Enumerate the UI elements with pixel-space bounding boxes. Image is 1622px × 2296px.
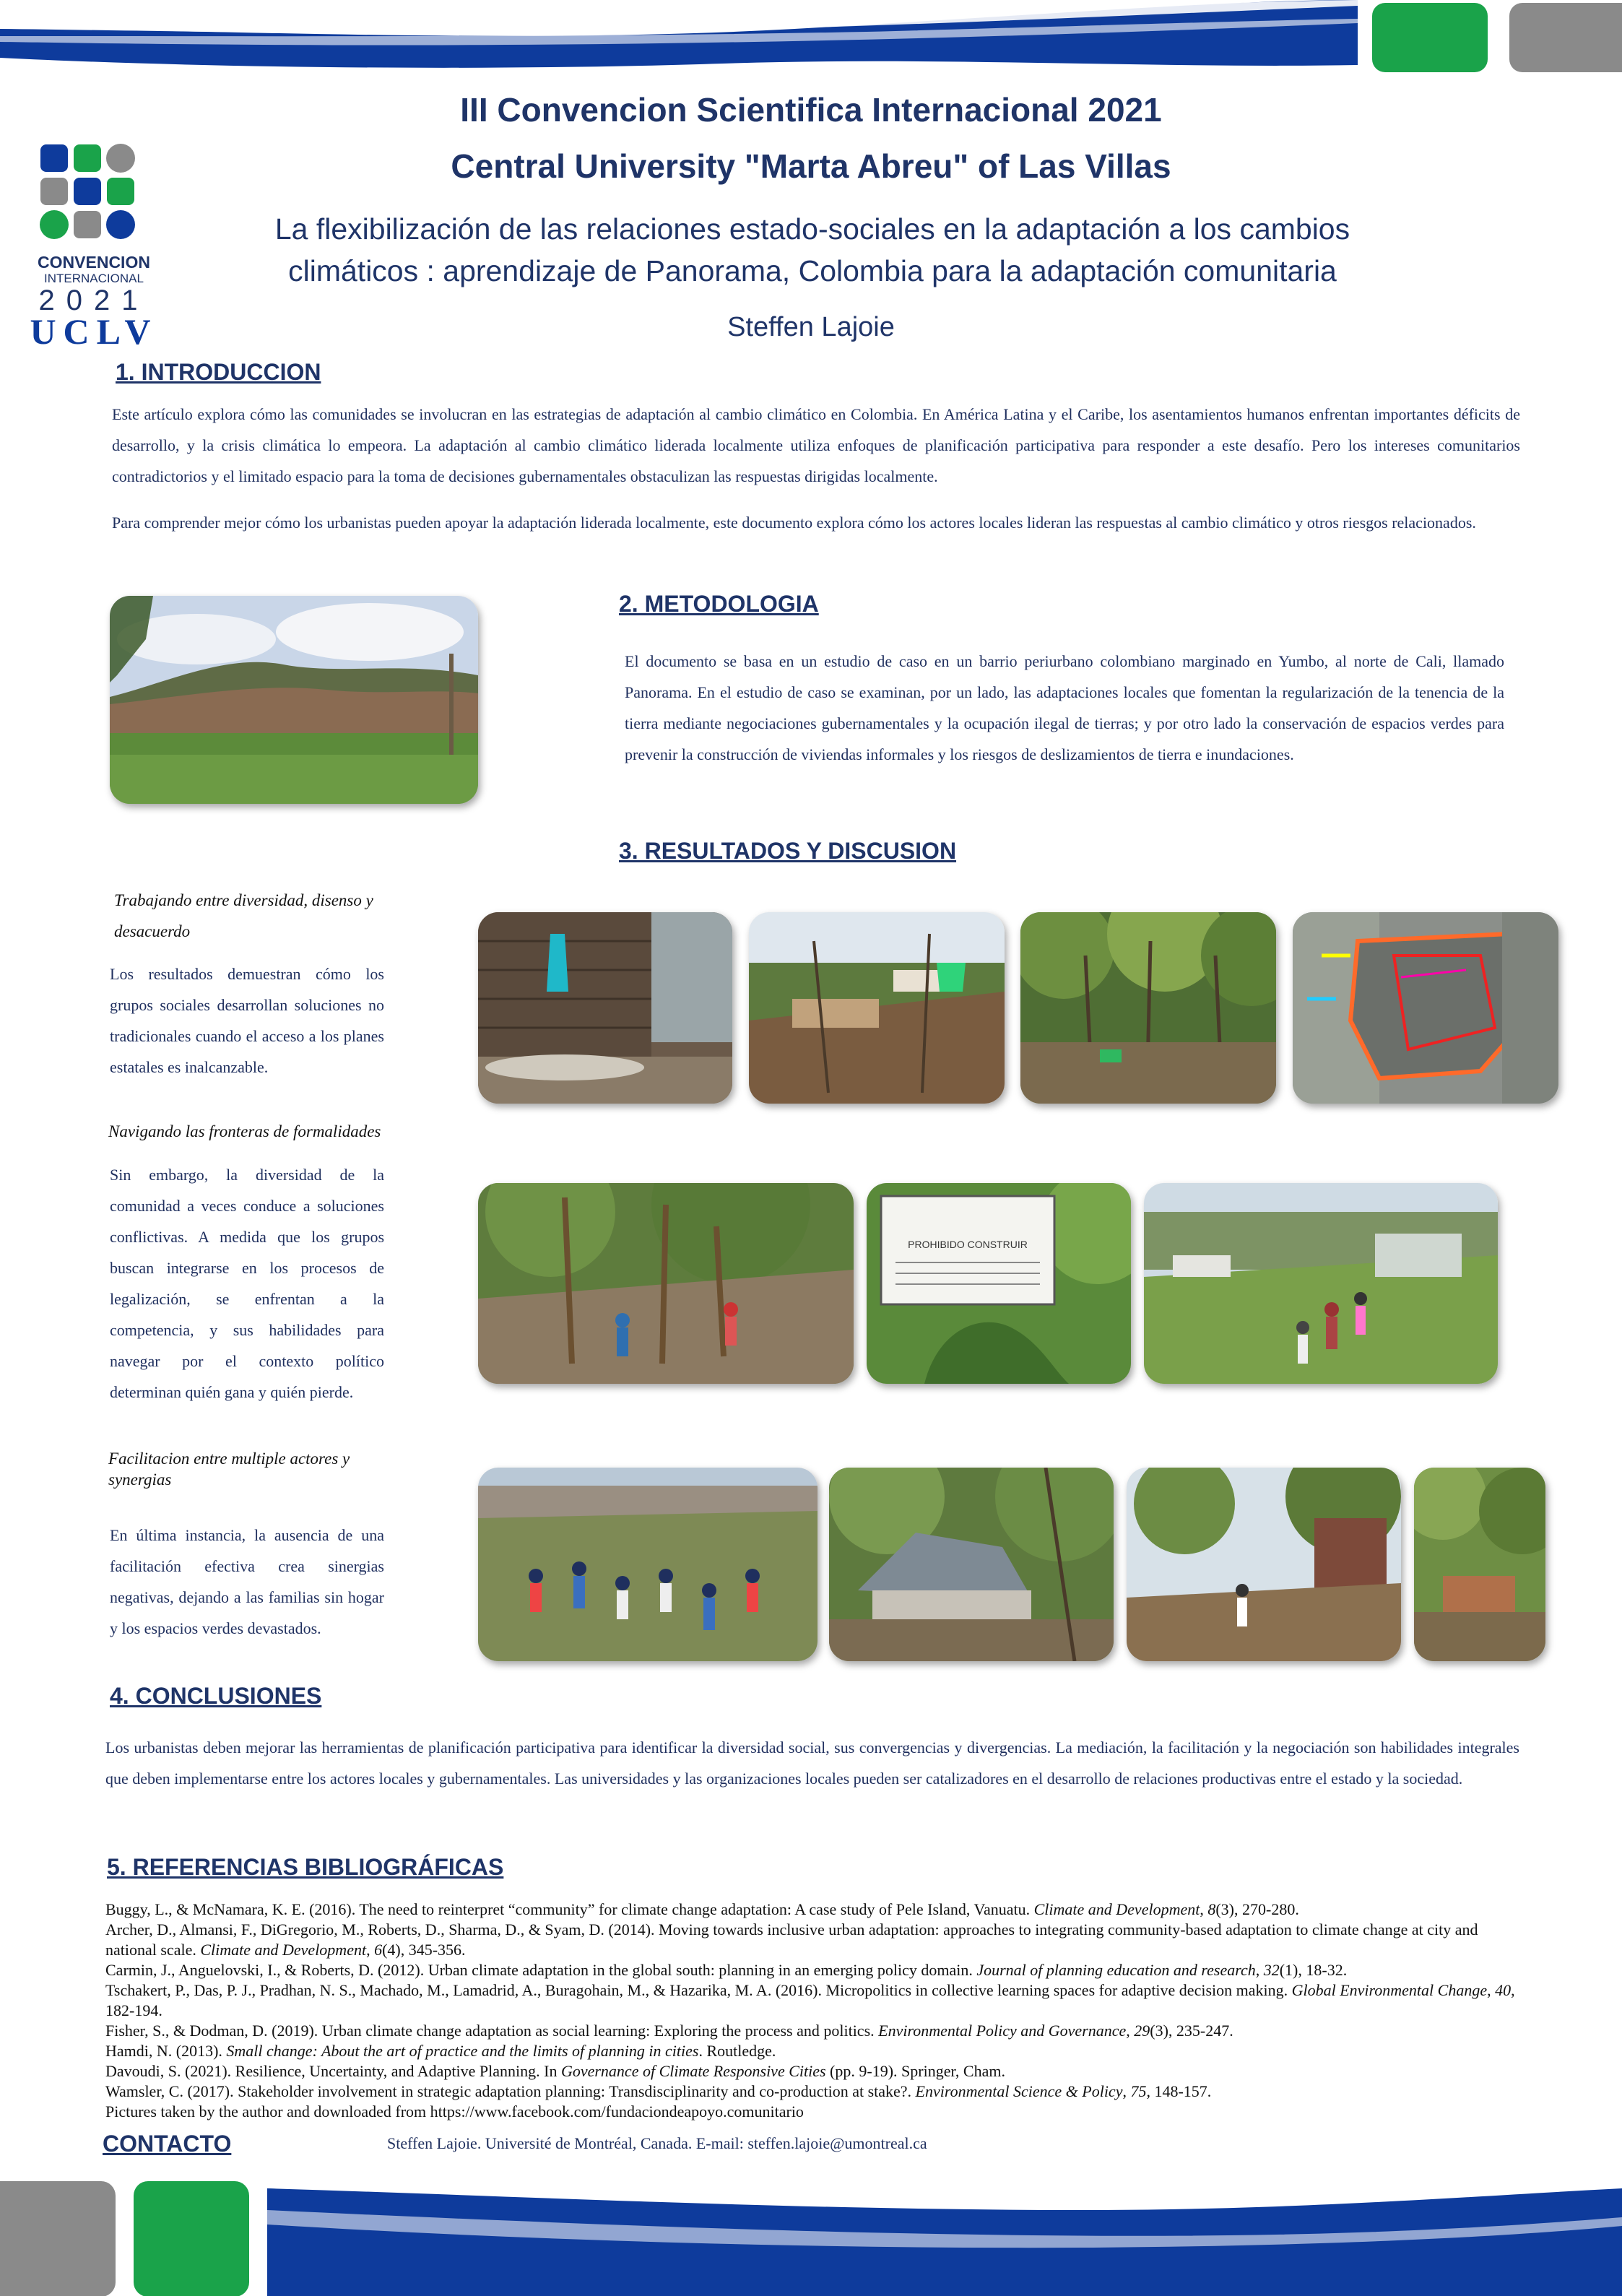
contact-text: Steffen Lajoie. Université de Montréal, Canada. E-mail: steffen.lajoie@umontreal.ca: [387, 2134, 927, 2152]
reference-item: Fisher, S., & Dodman, D. (2019). Urban climate change adaptation as social learning: Exploring the process and politics. Environmental Policy and Governance, 29(3), 235-247.: [105, 2022, 1233, 2040]
group-on-slope-photo: [478, 1468, 817, 1661]
panorama-landscape-photo: [110, 596, 478, 804]
references-heading: 5. REFERENCIAS BIBLIOGRÁFICAS: [107, 1854, 504, 1880]
results-subheading-3: Facilitacion entre multiple actores y synergias: [108, 1450, 350, 1489]
logo-line2: INTERNACIONAL: [44, 272, 144, 285]
wooden-house-photo: [478, 912, 732, 1104]
paper-title: La flexibilización de las relaciones estado-sociales en la adaptación a los cambios climáticos : aprendizaje de Panorama, Colombia para la adaptación comunitaria: [274, 212, 1350, 287]
header-decoration: [0, 0, 1622, 94]
intro-paragraph-1: Este artículo explora cómo las comunidades se involucran en las estrategias de adaptación al cambio climático en Colombia. En América Latina y el Caribe, los asentamientos humanos enfrentan importantes déficits de desarrollo, y la crisis climática lo empeora. La adaptación al cambio climático liderada localmente utiliza enfoques de planificación participativa para responder a este desafío. Pero los intereses comunitarios contradictorios y el limitado espacio para la toma de decisiones gubernamentales obstaculizan las respuestas dirigidas localmente.: [112, 405, 1520, 485]
garden-plot-photo: [1414, 1468, 1545, 1661]
planning-map-photo: [1293, 912, 1558, 1104]
hillside-construction-photo: [749, 912, 1005, 1104]
results-heading: 3. RESULTADOS Y DISCUSION: [619, 838, 957, 864]
results-paragraph-1: Los resultados demuestran cómo los grupos sociales desarrollan soluciones no tradicionales cuando el acceso a los planes estatales es inalcanzable.: [110, 965, 384, 1076]
forest-green-space-photo: [1020, 912, 1276, 1104]
logo-line1: CONVENCION: [38, 253, 150, 272]
references-list: [105, 1899, 1517, 2122]
intro-heading: 1. INTRODUCCION: [116, 359, 321, 385]
logo-year: 2021: [38, 285, 149, 316]
reference-item: Wamsler, C. (2017). Stakeholder involvement in strategic adaptation planning: Transdisciplinarity and co-production at stake?. Environmental Science & Policy, 75, 148-157.: [105, 2082, 1212, 2100]
results-subheading-1: Trabajando entre diversidad, disenso y desacuerdo: [114, 891, 373, 940]
contact-heading: CONTACTO: [103, 2131, 232, 2157]
intro-paragraph-2: Para comprender mejor cómo los urbanistas pueden apoyar la adaptación liderada localmente, este documento explora cómo los actores locales lideran las respuestas al cambio climático y otros riesgos relacionados.: [112, 514, 1476, 532]
informal-shelter-photo: [829, 1468, 1114, 1661]
author-name: Steffen Lajoie: [727, 312, 895, 342]
results-paragraph-2: Sin embargo, la diversidad de la comunidad a veces conduce a soluciones conflictivas. A medida que los grupos buscan integrarse en los procesos de legalización, se enfrentan a la competencia, y sus habilidades para navegar por el contexto político determinan quién gana y quién pierde.: [110, 1166, 384, 1401]
reference-item: Archer, D., Almansi, F., DiGregorio, M., Roberts, D., Sharma, D., & Syam, D. (2014). Moving towards inclusive urban adaptation: approaches to integrating community-based adaptation to climate change at city and national scale. Climate and Development, 6(4), 345-356.: [105, 1920, 1478, 1959]
hillside-gathering-photo: [1144, 1183, 1498, 1384]
conference-title: III Convencion Scientifica Internacional 2021: [460, 91, 1162, 129]
university-title: Central University "Marta Abreu" of Las Villas: [451, 147, 1171, 185]
conclusions-heading: 4. CONCLUSIONES: [110, 1683, 322, 1709]
reference-item: Carmin, J., Anguelovski, I., & Roberts, D. (2012). Urban climate adaptation in the global south: planning in an emerging policy domain. Journal of planning education and research, 32(1), 18-32.: [105, 1961, 1348, 1979]
results-paragraph-3: En última instancia, la ausencia de una facilitación efectiva crea sinergias negativas, dejando a las familias sin hogar y los espacios verdes devastados.: [110, 1526, 384, 1637]
conclusions-paragraph: Los urbanistas deben mejorar las herramientas de planificación participativa para identificar la diversidad social, sus convergencias y divergencias. La mediación, la facilitación y la negociación son habilidades integrales que deben implementarse entre los actores locales y gubernamentales. Las universidades y las organizaciones locales pueden ser catalizadores en el desarrollo de relaciones productivas entre el estado y la sociedad.: [105, 1738, 1519, 1788]
reference-item: Pictures taken by the author and downloaded from https://www.facebook.com/fundaciondeapoyo.comunitario: [105, 2102, 804, 2120]
sign-text: PROHIBIDO CONSTRUIR: [908, 1239, 1028, 1250]
reference-item: Tschakert, P., Das, P. J., Pradhan, N. S., Machado, M., Lamadrid, A., Buragohain, M., & Hazarika, M. A. (2016). Micropolitics in collective learning spaces for adaptive decision making. Global Environmental Change, 40, 182-194.: [105, 1981, 1515, 2019]
prohibido-construir-sign-photo: [867, 1183, 1131, 1384]
logo-acronym: UCLV: [30, 311, 158, 352]
reference-item: Hamdi, N. (2013). Small change: About the art of practice and the limits of planning in cities. Routledge.: [105, 2042, 776, 2060]
footer-decoration: [0, 2167, 1622, 2296]
method-heading: 2. METODOLOGIA: [619, 591, 819, 617]
cleared-area-photo: [1127, 1468, 1401, 1661]
method-paragraph: El documento se basa en un estudio de caso en un barrio periurbano colombiano marginado en Yumbo, al norte de Cali, llamado Panorama. En el estudio de caso se examinan, por un lado, las adaptaciones locales que fomentan la regularización de la tenencia de la tierra mediante negociaciones gubernamentales y la ocupación ilegal de tierras; y por otro lado la conservación de espacios verdes para prevenir la construcción de viviendas informales y los riesgos de deslizamientos de tierra e inundaciones.: [625, 652, 1504, 763]
results-subheading-2: Navigando las fronteras de formalidades: [108, 1122, 381, 1140]
reference-item: Buggy, L., & McNamara, K. E. (2016). The need to reinterpret “community” for climate change adaptation: A case study of Pele Island, Vanuatu. Climate and Development, 8(3), 270-280.: [105, 1900, 1299, 1918]
reference-item: Davoudi, S. (2021). Resilience, Uncertainty, and Adaptive Planning. In Governance of Climate Responsive Cities (pp. 9-19). Springer, Cham.: [105, 2062, 1005, 2080]
community-fence-work-photo: [478, 1183, 854, 1384]
